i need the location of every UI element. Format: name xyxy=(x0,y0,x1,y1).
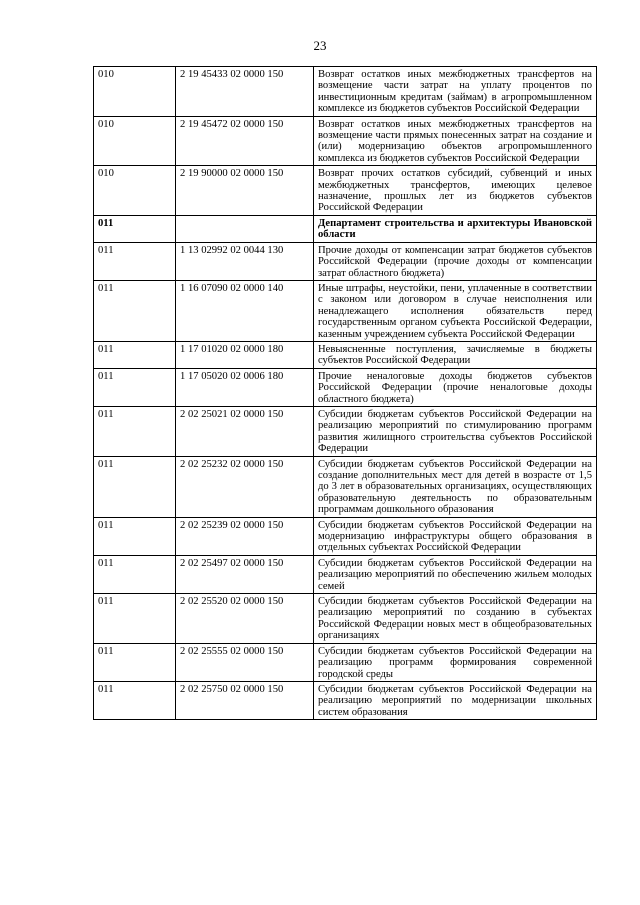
page-number: 23 xyxy=(313,38,327,53)
table-row xyxy=(94,643,597,681)
administrator-code-cell: 011 xyxy=(94,406,176,456)
table-row xyxy=(94,406,597,456)
administrator-code-cell: 010 xyxy=(94,166,176,216)
table-row xyxy=(94,341,597,368)
administrator-code-cell: 011 xyxy=(94,242,176,280)
administrator-code-cell: 011 xyxy=(94,643,176,681)
revenue-name-cell: Прочие доходы от компенсации затрат бюджетов субъектов Российской Федерации (прочие доходы от компенсации затрат областного бюджета) xyxy=(314,242,597,280)
table-row xyxy=(94,555,597,593)
administrator-code-cell: 010 xyxy=(94,67,176,117)
budget-classification-code-cell: 2 02 25239 02 0000 150 xyxy=(176,517,314,555)
budget-classification-code-cell: 2 02 25232 02 0000 150 xyxy=(176,456,314,517)
revenue-name-cell: Иные штрафы, неустойки, пени, уплаченные в соответствии с законом или договором в случае неисполнения или ненадлежащего исполнения обязательств перед государственным органом субъекта Российской Федерации, казенным учреждением субъекта Российской Федерации xyxy=(314,280,597,341)
table-row xyxy=(94,368,597,406)
revenue-name-cell: Возврат остатков иных межбюджетных трансфертов на возмещение части затрат на уплату процентов по инвестиционным кредитам (займам) в агропромышленном комплексе из бюджетов субъектов Российской Федерации xyxy=(314,67,597,117)
administrator-code-cell: 011 xyxy=(94,517,176,555)
revenue-name-cell: Субсидии бюджетам субъектов Российской Федерации на модернизацию инфраструктуры общего образования в отдельных субъектах Российской Федерации xyxy=(314,517,597,555)
table-row xyxy=(94,681,597,719)
budget-classification-code-cell: 1 17 05020 02 0006 180 xyxy=(176,368,314,406)
budget-classification-code-cell: 2 19 90000 02 0000 150 xyxy=(176,166,314,216)
budget-classification-code-cell: 1 16 07090 02 0000 140 xyxy=(176,280,314,341)
administrator-code-cell: 011 xyxy=(94,215,176,242)
budget-classification-code-cell xyxy=(176,215,314,242)
revenue-name-cell: Субсидии бюджетам субъектов Российской Федерации на реализацию программ формирования современной городской среды xyxy=(314,643,597,681)
revenue-classification-table xyxy=(93,66,597,720)
revenue-name-cell: Возврат остатков иных межбюджетных трансфертов на возмещение части прямых понесенных затрат на создание и (или) модернизацию объектов агропромышленного комплекса из бюджетов субъектов Российской Федерации xyxy=(314,116,597,166)
revenue-name-cell: Невыясненные поступления, зачисляемые в бюджеты субъектов Российской Федерации xyxy=(314,341,597,368)
budget-classification-code-cell: 2 02 25555 02 0000 150 xyxy=(176,643,314,681)
table-row xyxy=(94,116,597,166)
budget-classification-code-cell: 1 13 02992 02 0044 130 xyxy=(176,242,314,280)
revenue-name-cell: Субсидии бюджетам субъектов Российской Федерации на реализацию мероприятий по стимулированию программ развития жилищного строительства субъектов Российской Федерации xyxy=(314,406,597,456)
table-row xyxy=(94,280,597,341)
budget-classification-code-cell: 2 02 25021 02 0000 150 xyxy=(176,406,314,456)
table-row xyxy=(94,456,597,517)
administrator-code-cell: 011 xyxy=(94,280,176,341)
administrator-code-cell: 011 xyxy=(94,594,176,644)
department-header-row xyxy=(94,215,597,242)
revenue-name-cell: Субсидии бюджетам субъектов Российской Федерации на реализацию мероприятий по модернизации школьных систем образования xyxy=(314,681,597,719)
revenue-name-cell: Прочие неналоговые доходы бюджетов субъектов Российской Федерации (прочие неналоговые доходы областного бюджета) xyxy=(314,368,597,406)
table-body xyxy=(94,67,597,720)
revenue-name-cell: Субсидии бюджетам субъектов Российской Федерации на реализацию мероприятий по созданию в субъектах Российской Федерации новых мест в общеобразовательных организациях xyxy=(314,594,597,644)
revenue-name-cell: Возврат прочих остатков субсидий, субвенций и иных межбюджетных трансфертов, имеющих целевое назначение, прошлых лет из бюджетов субъектов Российской Федерации xyxy=(314,166,597,216)
table-row xyxy=(94,67,597,117)
table-row xyxy=(94,166,597,216)
administrator-code-cell: 010 xyxy=(94,116,176,166)
table-row xyxy=(94,517,597,555)
budget-classification-code-cell: 2 19 45472 02 0000 150 xyxy=(176,116,314,166)
table-row xyxy=(94,594,597,644)
administrator-code-cell: 011 xyxy=(94,681,176,719)
budget-classification-code-cell: 2 02 25750 02 0000 150 xyxy=(176,681,314,719)
administrator-code-cell: 011 xyxy=(94,456,176,517)
budget-classification-code-cell: 2 02 25520 02 0000 150 xyxy=(176,594,314,644)
budget-classification-code-cell: 1 17 01020 02 0000 180 xyxy=(176,341,314,368)
revenue-name-cell: Департамент строительства и архитектуры Ивановской области xyxy=(314,215,597,242)
budget-classification-code-cell: 2 02 25497 02 0000 150 xyxy=(176,555,314,593)
revenue-name-cell: Субсидии бюджетам субъектов Российской Федерации на создание дополнительных мест для детей в возрасте от 1,5 до 3 лет в образовательных организациях, осуществляющих образовательную деятельность по образовательным программам дошкольного образования xyxy=(314,456,597,517)
revenue-name-cell: Субсидии бюджетам субъектов Российской Федерации на реализацию мероприятий по обеспечению жильем молодых семей xyxy=(314,555,597,593)
table-row xyxy=(94,242,597,280)
budget-classification-code-cell: 2 19 45433 02 0000 150 xyxy=(176,67,314,117)
administrator-code-cell: 011 xyxy=(94,368,176,406)
administrator-code-cell: 011 xyxy=(94,555,176,593)
administrator-code-cell: 011 xyxy=(94,341,176,368)
